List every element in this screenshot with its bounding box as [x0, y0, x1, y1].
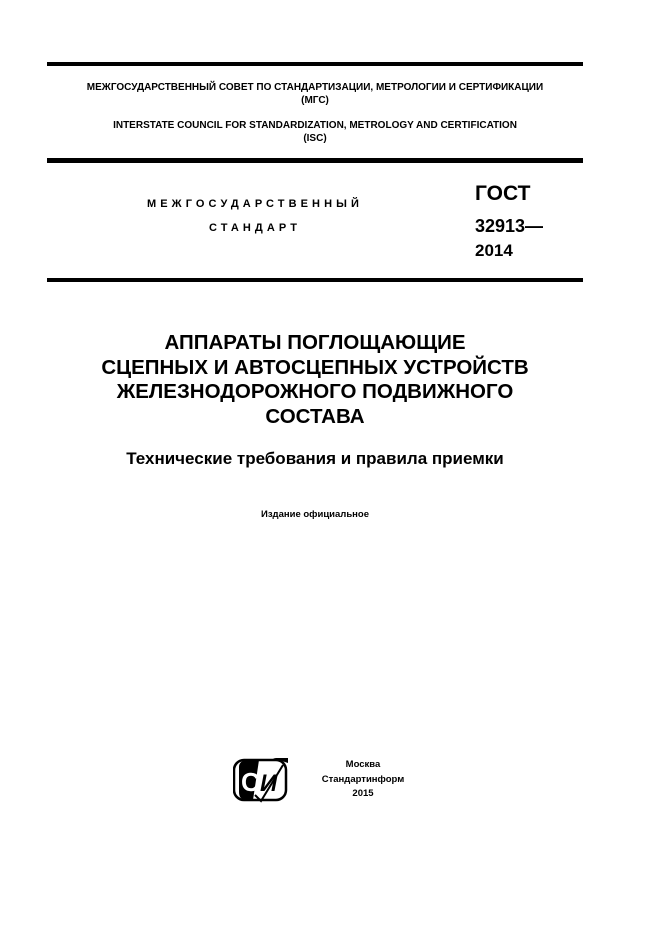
council-name-en-line1: INTERSTATE COUNCIL FOR STANDARDIZATION, METROLOGY AND CERTIFICATION	[113, 120, 517, 131]
gost-label: ГОСТ	[475, 182, 531, 205]
bottom-rule	[47, 278, 583, 282]
title-line3: ЖЕЛЕЗНОДОРОЖНОГО ПОДВИЖНОГО	[116, 380, 514, 403]
council-name-ru-line1: МЕЖГОСУДАРСТВЕННЫЙ СОВЕТ ПО СТАНДАРТИЗАЦИИ, МЕТРОЛОГИИ И СЕРТИФИКАЦИИ	[86, 82, 544, 93]
publisher-city: Москва	[345, 759, 381, 770]
publisher-year: 2015	[352, 788, 374, 799]
publisher-name: Стандартинформ	[321, 773, 405, 785]
council-abbr-en: (ISC)	[303, 133, 327, 144]
council-name-en	[47, 119, 583, 145]
council-abbr-ru: (МГС)	[301, 95, 329, 106]
title-line2: СЦЕПНЫХ И АВТОСЦЕПНЫХ УСТРОЙСТВ	[101, 355, 529, 379]
title-line1: АППАРАТЫ ПОГЛОЩАЮЩИЕ	[164, 331, 466, 354]
council-name-ru	[47, 81, 583, 107]
document-title	[47, 331, 583, 429]
standard-type-line2: СТАНДАРТ	[208, 222, 302, 234]
document-subtitle: Технические требования и правила приемки	[126, 449, 504, 468]
gost-number: 32913—	[475, 216, 544, 236]
standartinform-logo-icon	[233, 757, 289, 803]
edition-note: Издание официальное	[261, 509, 369, 520]
gost-designation	[475, 180, 543, 262]
middle-rule	[47, 158, 583, 163]
standard-type-line1: МЕЖГОСУДАРСТВЕННЫЙ	[146, 198, 364, 210]
svg-text:С: С	[241, 767, 260, 797]
title-line4: СОСТАВА	[265, 404, 365, 428]
publisher-info	[318, 758, 408, 802]
gost-year: 2014	[475, 241, 513, 260]
svg-text:И: И	[260, 770, 278, 797]
top-rule	[47, 62, 583, 66]
